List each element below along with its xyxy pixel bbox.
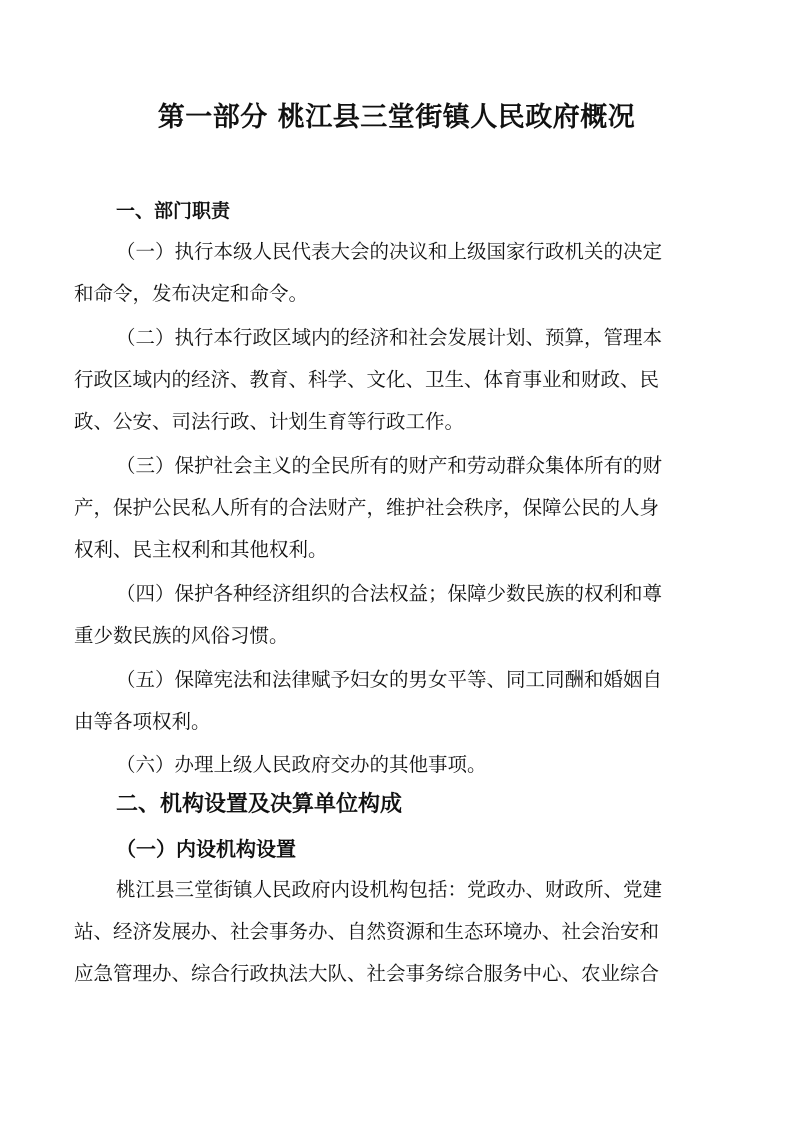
- paragraph-duty-5: [74, 659, 722, 743]
- paragraph-line: 和命令，发布决定和命令。: [74, 282, 309, 305]
- paragraph-line: 由等各项权利。: [74, 710, 211, 733]
- paragraph-line: 权利、民主权利和其他权利。: [74, 538, 328, 561]
- paragraph-line: 站、经济发展办、社会事务办、自然资源和生态环境办、社会治安和: [74, 920, 660, 943]
- paragraph-duty-6: [74, 744, 722, 786]
- paragraph-duty-1: [74, 231, 722, 315]
- paragraph-duty-2: [74, 317, 722, 443]
- paragraph-line: 桃江县三堂街镇人民政府内设机构包括：党政办、财政所、党建: [116, 878, 663, 901]
- paragraph-line: （三）保护社会主义的全民所有的财产和劳动群众集体所有的财: [116, 454, 663, 477]
- paragraph-duty-3: [74, 445, 722, 571]
- section-heading-responsibilities: 一、部门职责: [116, 200, 231, 222]
- subsection-heading-internal-structure: （一）内设机构设置: [116, 837, 296, 861]
- page-title: 第一部分 桃江县三堂街镇人民政府概况: [157, 102, 636, 133]
- paragraph-line: 重少数民族的风俗习惯。: [74, 624, 289, 647]
- paragraph-line: （一）执行本级人民代表大会的决议和上级国家行政机关的决定: [116, 240, 663, 263]
- paragraph-internal-structure: [74, 869, 722, 995]
- paragraph-line: （六）办理上级人民政府交办的其他事项。: [116, 753, 487, 776]
- paragraph-line: 应急管理办、综合行政执法大队、社会事务综合服务中心、农业综合: [74, 962, 660, 985]
- paragraph-line: （五）保障宪法和法律赋予妇女的男女平等、同工同酬和婚姻自: [116, 668, 663, 691]
- paragraph-line: 行政区域内的经济、教育、科学、文化、卫生、体育事业和财政、民: [74, 368, 660, 391]
- paragraph-line: （四）保护各种经济组织的合法权益；保障少数民族的权利和尊: [116, 582, 663, 605]
- paragraph-line: （二）执行本行政区域内的经济和社会发展计划、预算，管理本: [116, 326, 663, 349]
- paragraph-line: 政、公安、司法行政、计划生育等行政工作。: [74, 410, 465, 433]
- paragraph-duty-4: [74, 573, 722, 657]
- section-heading-organization: 二、机构设置及决算单位构成: [116, 792, 403, 817]
- paragraph-line: 产，保护公民私人所有的合法财产，维护社会秩序，保障公民的人身: [74, 496, 660, 519]
